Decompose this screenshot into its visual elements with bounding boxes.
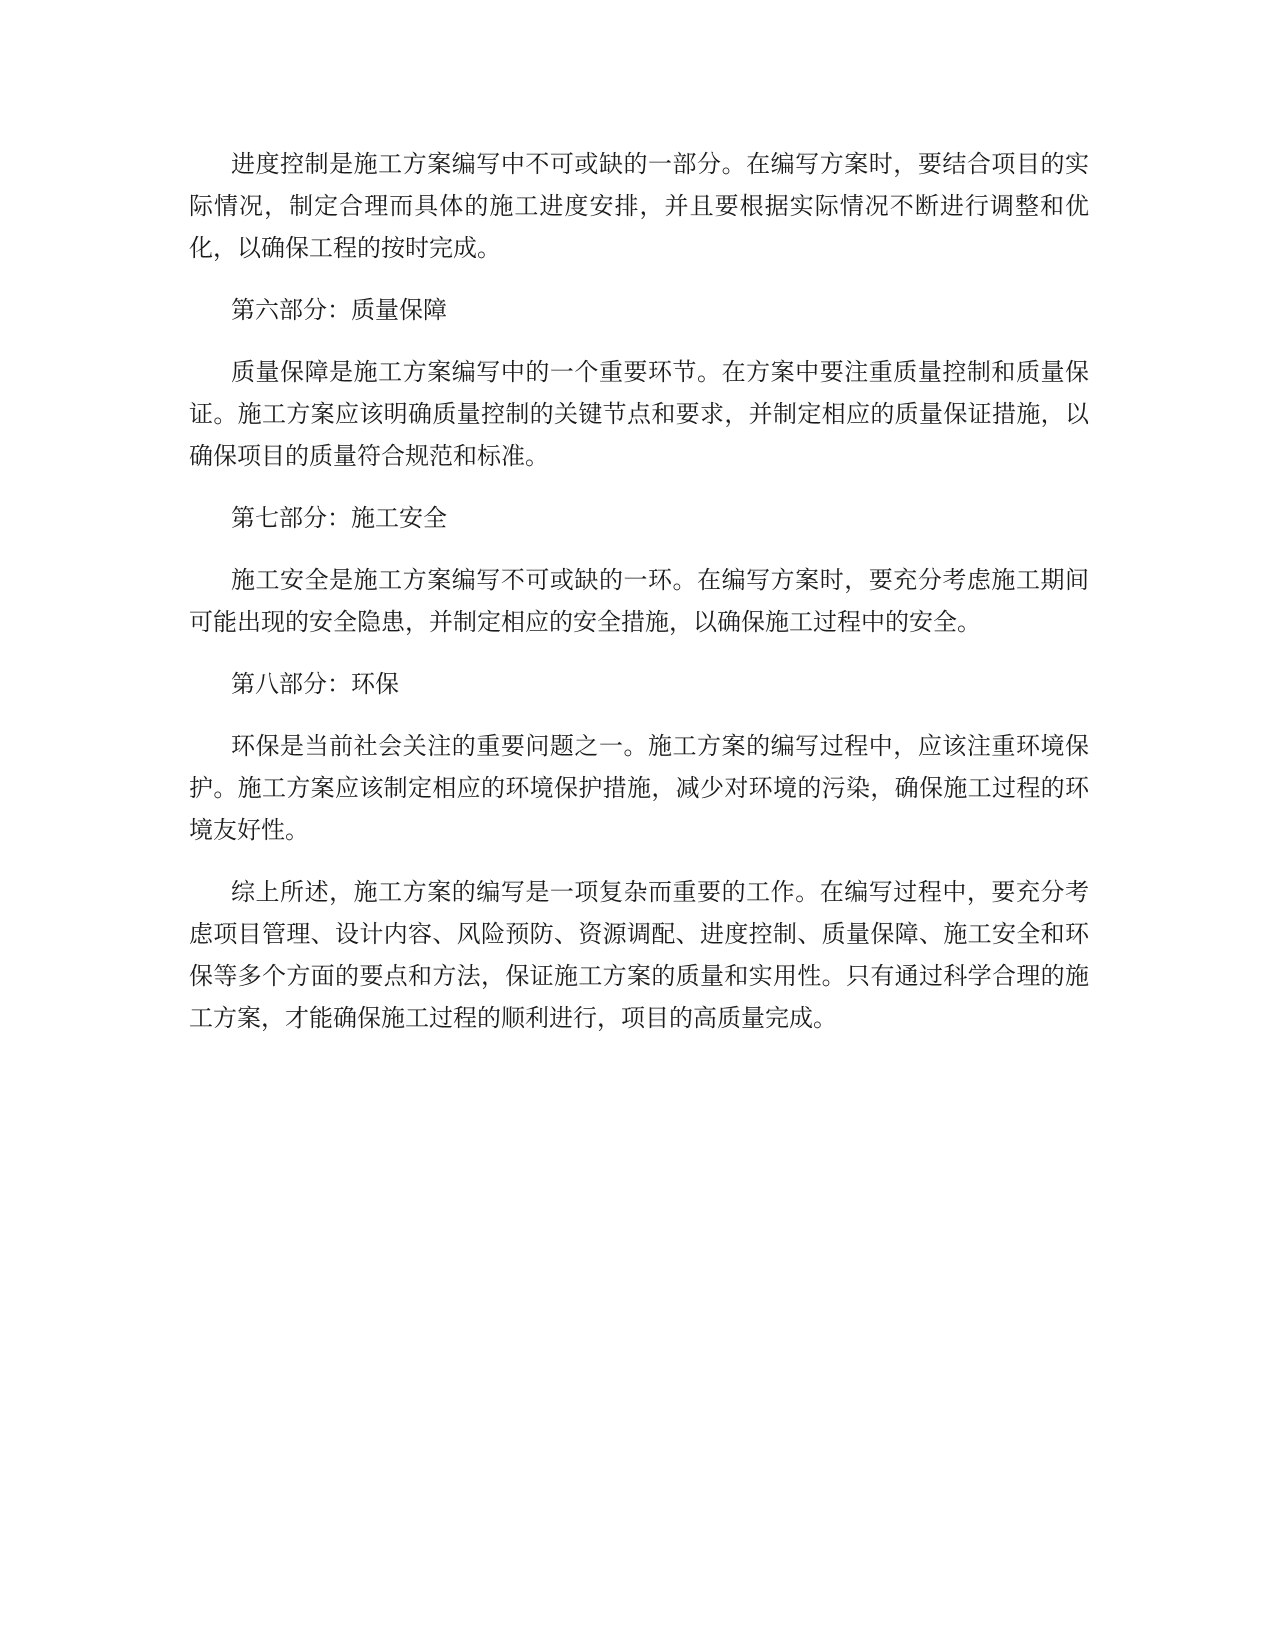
paragraph-schedule-control: 进度控制是施工方案编写中不可或缺的一部分。在编写方案时，要结合项目的实际情况，制定合理而具体的施工进度安排，并且要根据实际情况不断进行调整和优化，以确保工程的按时完成。 — [189, 150, 1089, 262]
document-body — [189, 143, 1089, 1059]
section-heading-safety: 第七部分：施工安全 — [231, 504, 447, 532]
paragraph-summary: 综上所述，施工方案的编写是一项复杂而重要的工作。在编写过程中，要充分考虑项目管理、设计内容、风险预防、资源调配、进度控制、质量保障、施工安全和环保等多个方面的要点和方法，保证施工方案的质量和实用性。只有通过科学合理的施工方案，才能确保施工过程的顺利进行，项目的高质量完成。 — [189, 878, 1089, 1032]
section-heading-environment: 第八部分：环保 — [231, 670, 399, 698]
section-heading-quality: 第六部分：质量保障 — [231, 296, 447, 324]
paragraph-construction-safety: 施工安全是施工方案编写不可或缺的一环。在编写方案时，要充分考虑施工期间可能出现的安全隐患，并制定相应的安全措施，以确保施工过程中的安全。 — [189, 566, 1089, 636]
paragraph-quality-assurance: 质量保障是施工方案编写中的一个重要环节。在方案中要注重质量控制和质量保证。施工方案应该明确质量控制的关键节点和要求，并制定相应的质量保证措施，以确保项目的质量符合规范和标准。 — [189, 358, 1089, 470]
paragraph-environment: 环保是当前社会关注的重要问题之一。施工方案的编写过程中，应该注重环境保护。施工方案应该制定相应的环境保护措施，减少对环境的污染，确保施工过程的环境友好性。 — [189, 732, 1089, 844]
